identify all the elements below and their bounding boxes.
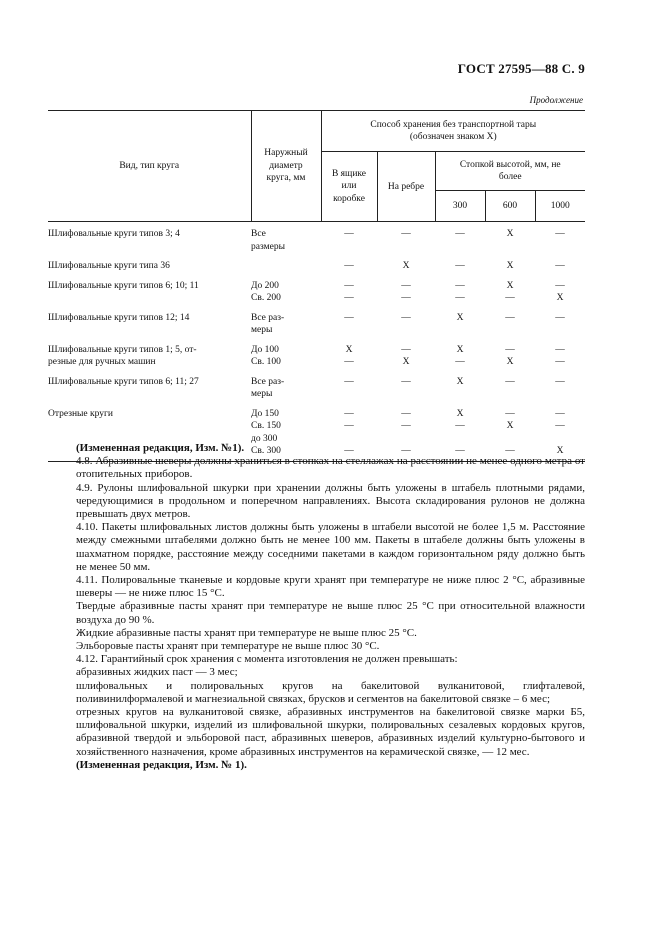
header-height-1000: 1000 [535,191,585,222]
cell-box: — [344,229,354,239]
cell-h300: — [455,261,465,271]
cell-name: Шлифовальные круги типов 1; 5, от- резные для ручных машин [48,344,197,367]
cell-h1000: — — [555,344,565,367]
storage-table [48,110,585,462]
paragraph-liquid-pastes: Жидкие абразивные пасты хранят при температуре не выше плюс 25 °С. [76,626,417,639]
cell-box: — — — [321,401,377,462]
cell-h600: — [505,312,515,323]
paragraph-4-8: 4.8. Абразивные шеверы должны храниться в стопках на стеллажах на расстоянии не менее одного метра от отопительных приборов. [76,455,585,481]
cell-dia: До 150 Св. 150 до 300 Св. 300 [251,401,321,462]
header-edge: На ребре [377,152,435,222]
table-row [48,305,585,337]
table-row [48,337,585,369]
cell-name: Шлифовальные круги типов 6; 11; 27 [48,376,199,387]
amendment-note: (Измененная редакция, Изм. № 1). [76,758,247,771]
cell-h600: Х [506,261,514,271]
cell-name: Шлифовальные круги типов 3; 4 [48,229,180,239]
cell-h300: Х [456,376,464,387]
cell-edge: Х [402,261,410,271]
amendment-note: (Измененная редакция, Изм. №1). [76,442,245,454]
cell-edge: — Х [401,344,411,367]
cell-dia [251,253,321,273]
cell-box: — [344,261,354,271]
cell-h600: — Х — [485,401,535,462]
cell-box: — [344,312,354,323]
cell-dia: Все раз- меры [251,312,285,335]
continuation-label: Продолжение [529,95,583,105]
header-box: В ящике или коробке [321,152,377,222]
cell-h300: Х [456,312,464,323]
cell-box: Х — [344,344,354,367]
table-row [48,369,585,401]
header-storage-method: Способ хранения без транспортной тары (обозначен знаком Х) [321,111,585,152]
cell-name: Шлифовальные круги типа 36 [48,261,170,271]
paragraph-4-10: 4.10. Пакеты шлифовальных листов должны быть уложены в штабели высотой не более 1,5 м. Расстояние между смежными штабелями должно быть не менее 100 мм. Пакеты в штабеле должны быть уложены в шахматном порядке, расстояние между соседними пакетами в каждом горизонтальном ряду должно быть не менее 50 мм. [76,521,585,573]
paragraph-4-12: 4.12. Гарантийный срок хранения с момента изготовления не должен превышать: [76,653,458,666]
list-item-12-months: отрезных кругов на вулканитовой связке, абразивных инструментов на бакелитовой связке марки Б5, шлифовальной шкурки, изделий из шлифовальной шкурки, полировальных сезалевых кордовых кругов, абразивной твердой и эльборовой паст, абразивных шеверов, абразивных изделий культурно-бытового и хозяйственного назначения, кроме абразивных инструментов на керамической связке, — 12 мес. [76,706,585,758]
cell-h600: — [505,376,515,387]
cell-h600: Х — [505,280,515,303]
body-text [76,442,585,772]
header-diameter: Наружный диаметр круга, мм [251,111,321,222]
cell-box: — — [344,280,354,303]
cell-dia: До 200 Св. 200 [251,280,281,303]
header-wheel-type: Вид, тип круга [48,111,251,222]
table-row [48,273,585,305]
cell-name: Отрезные круги [48,401,251,462]
paragraph-solid-pastes: Твердые абразивные пасты хранят при температуре не выше плюс 25 °С при относительной влажности воздуха до 90 %. [76,600,585,626]
cell-h1000: — — Х [535,401,585,462]
table-row [48,222,585,254]
header-height-300: 300 [435,191,485,222]
cell-h600: — Х [505,344,515,367]
cell-h1000: — [555,376,565,387]
cell-name: Шлифовальные круги типов 6; 10; 11 [48,280,199,291]
table-row [48,253,585,273]
cell-edge: — — [401,280,411,303]
cell-box: — [344,376,354,387]
cell-h300: — — [455,280,465,303]
cell-h1000: — Х [555,280,565,303]
cell-h1000: — [555,229,565,239]
cell-h300: — [455,229,465,239]
page-header: ГОСТ 27595—88 С. 9 [457,61,585,76]
list-item-liquid: абразивных жидких паст — 3 мес; [76,666,238,679]
cell-dia: Все раз- меры [251,376,285,399]
cell-name: Шлифовальные круги типов 12; 14 [48,312,190,323]
list-item-6-months: шлифовальных и полировальных кругов на бакелитовой вулканитовой, глифталевой, поливинилформалевой и магнезиальной связках, брусков и сегментов на бакелитовой связке – 6 мес; [76,679,585,705]
header-height-600: 600 [485,191,535,222]
cell-edge: — — — [377,401,435,462]
header-stack: Стопкой высотой, мм, не более [435,152,585,191]
cell-h1000: — [555,261,565,271]
cell-edge: — [401,229,411,239]
cell-edge: — [401,376,411,387]
paragraph-4-11: 4.11. Полировальные тканевые и кордовые круги хранят при температуре не ниже плюс 2 °С, абразивные шеверы — не ниже плюс 15 °С. [76,574,585,600]
cell-h1000: — [555,312,565,323]
cell-edge: — [401,312,411,323]
paragraph-elbor-pastes: Эльборовые пасты хранят при температуре не выше плюс 30 °С. [76,640,380,653]
cell-h300: Х — — [435,401,485,462]
cell-dia: Все размеры [251,229,285,252]
cell-h300: Х — [455,344,465,367]
cell-dia: До 100 Св. 100 [251,344,281,367]
cell-h600: Х [506,229,514,239]
paragraph-4-9: 4.9. Рулоны шлифовальной шкурки при хранении должны быть уложены в штабель плотными рядами, чередующимися в продольном и поперечном направлениях. Высота складирования рулонов не должна превышать двух метров. [76,481,585,521]
